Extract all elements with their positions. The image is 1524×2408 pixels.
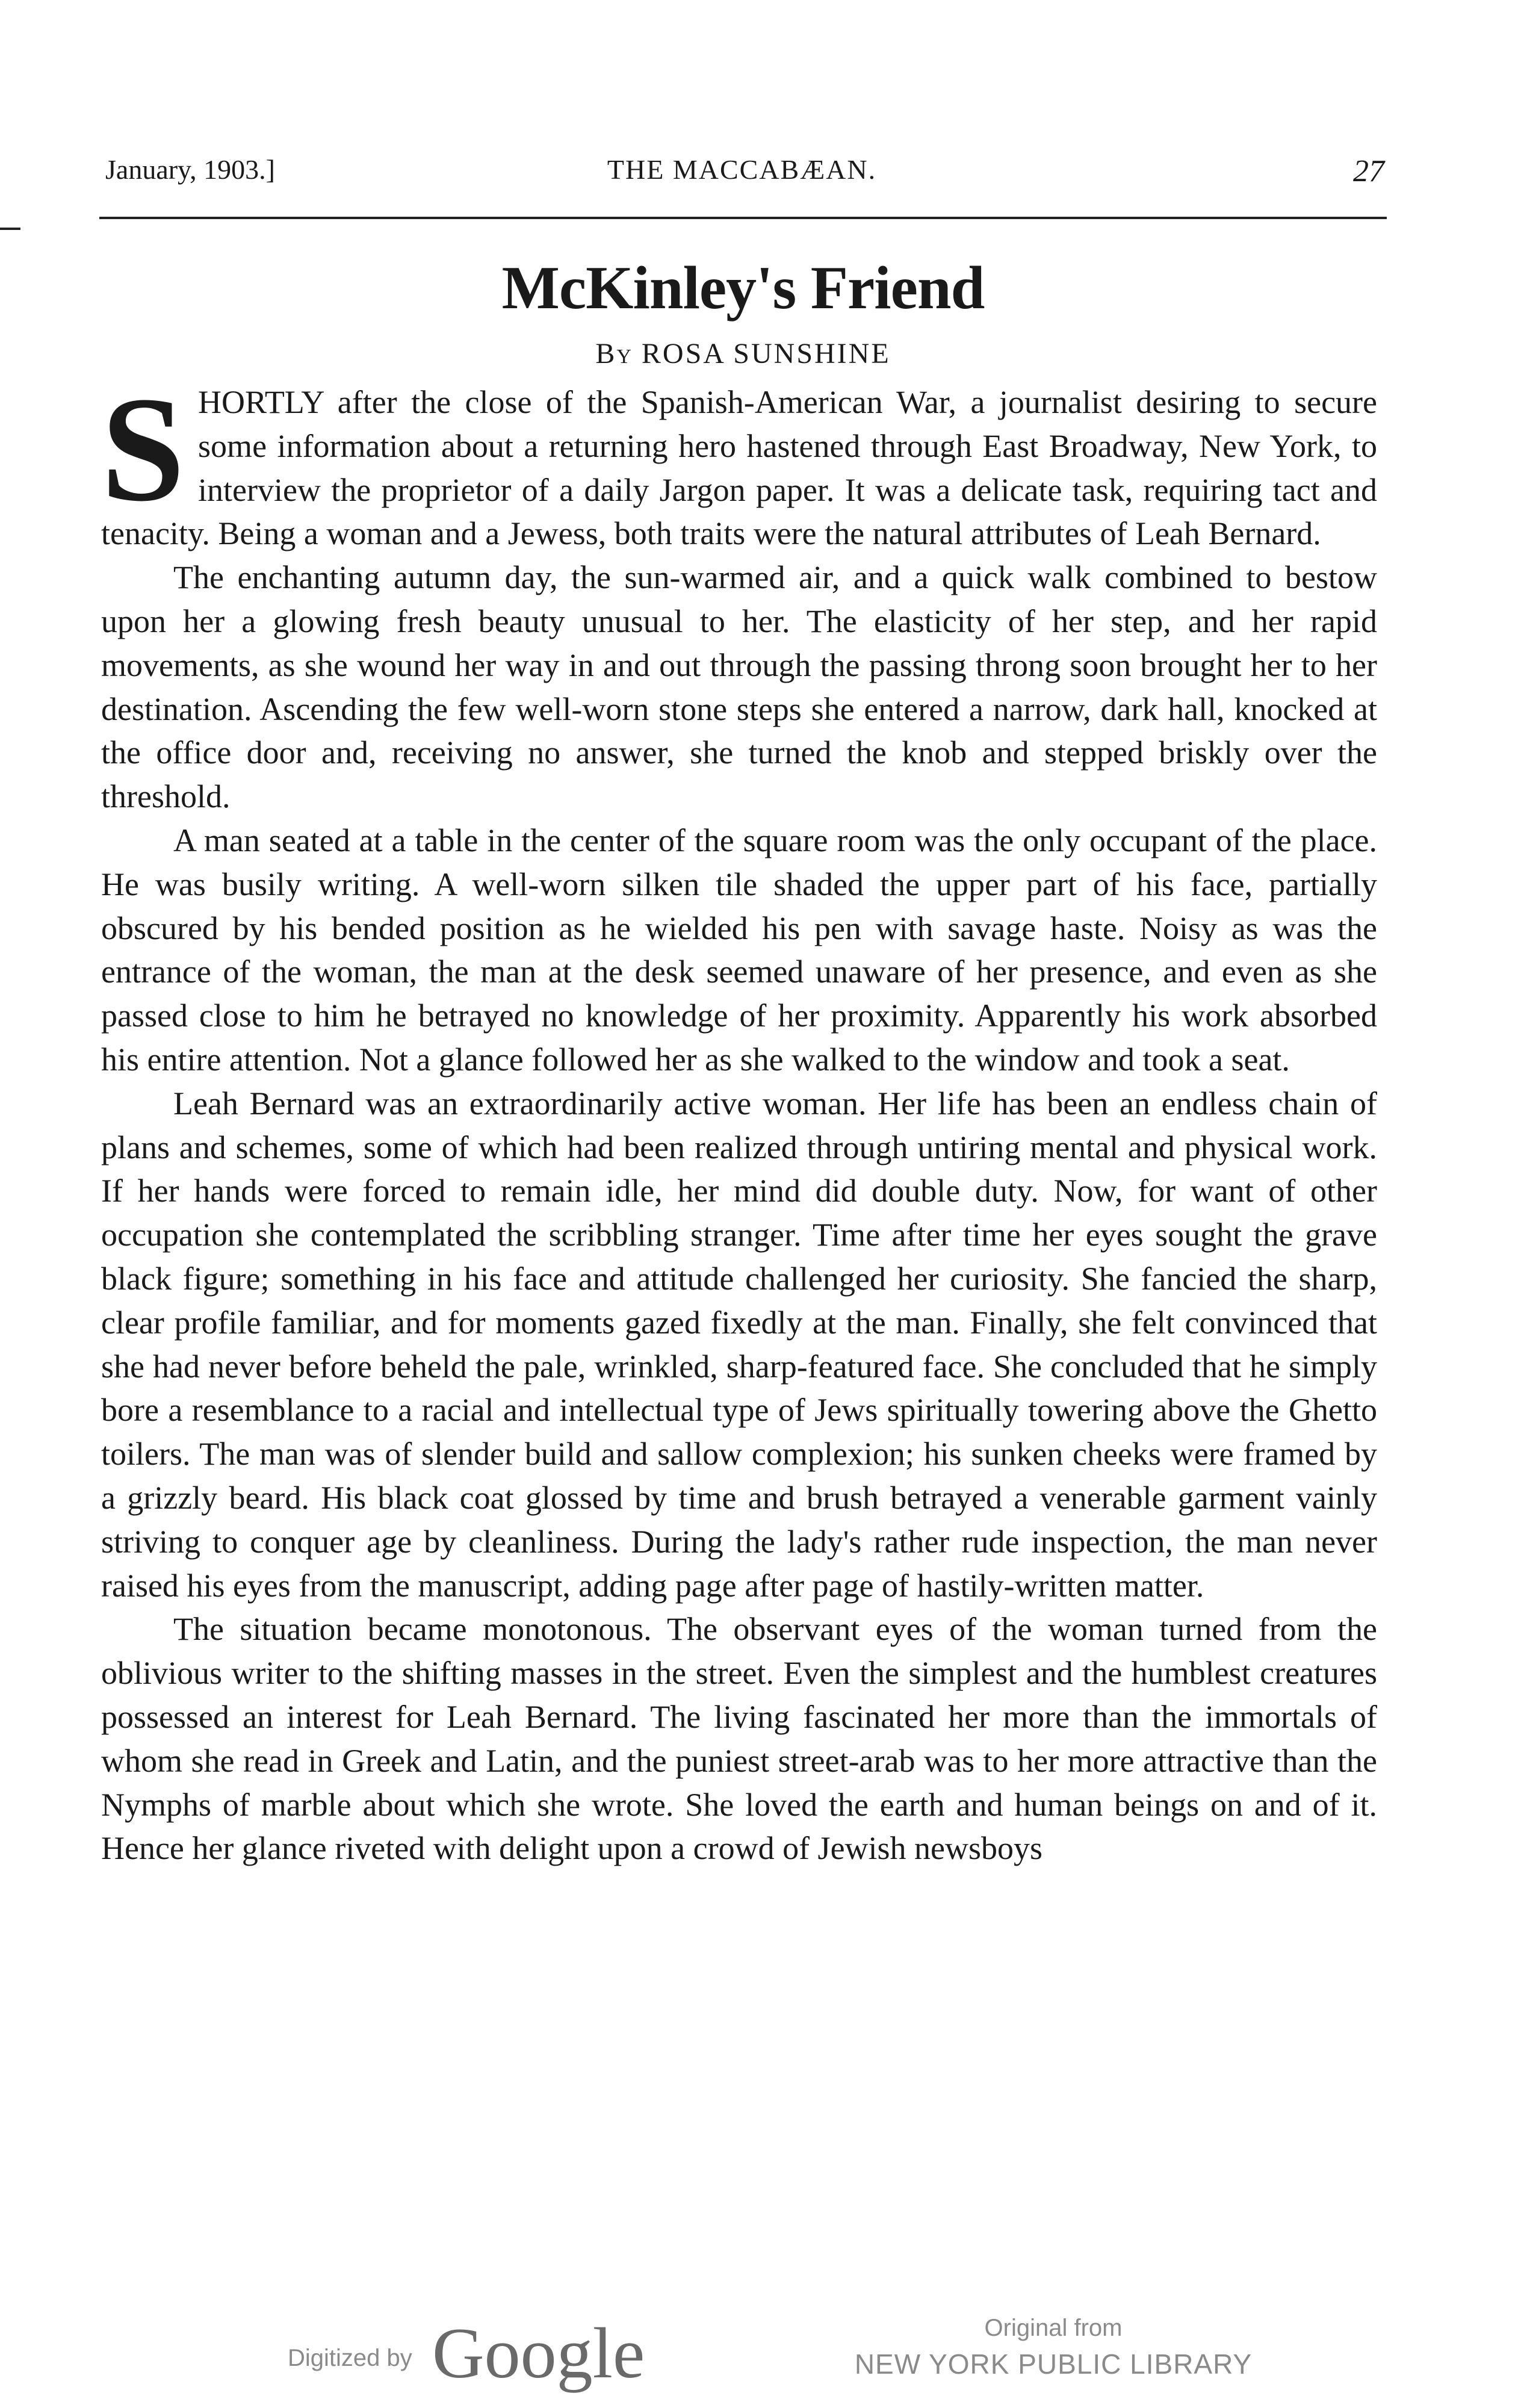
margin-mark xyxy=(0,228,20,230)
library-name: NEW YORK PUBLIC LIBRARY xyxy=(854,2348,1253,2380)
drop-cap: S xyxy=(101,366,185,533)
paragraph-1-text: HORTLY after the close of the Spanish-American War, a journalist desiring to secure some information about a returning hero hastened through East Broadway, New York, to interview the proprietor of a daily Jargon paper. It was a delicate task, requiring tact and tenacity. Being a woman and a Jewess, both traits were the natural attributes of Leah Bernard. xyxy=(101,384,1377,552)
google-logo: Google xyxy=(432,2313,645,2393)
paragraph-1 xyxy=(101,366,1377,556)
header-rule xyxy=(99,217,1387,219)
article-body xyxy=(101,366,1377,1870)
paragraph-3: A man seated at a table in the center of the square room was the only occupant of the place. He was busily writing. A well-worn silken tile shaded the upper part of his face, partially obscured by his bended position as he wielded his pen with savage haste. Noisy as was the entrance of the woman, the man at the desk seemed unaware of her presence, and even as she passed close to him he betrayed no knowledge of her proximity. Apparently his work absorbed his entire attention. Not a glance followed her as she walked to the window and took a seat. xyxy=(101,822,1377,1078)
paragraph-4: Leah Bernard was an extraordinarily active woman. Her life has been an endless chain of plans and schemes, some of which had been realized through untiring mental and physical work. If her hands were forced to remain idle, her mind did double duty. Now, for want of other occupation she contemplated the scribbling stranger. Time after time her eyes sought the grave black figure; something in his face and attitude challenged her curiosity. She fancied the sharp, clear profile familiar, and for moments gazed fixedly at the man. Finally, she felt convinced that she had never before beheld the pale, wrinkled, sharp-featured face. She concluded that he simply bore a resemblance to a racial and intellectual type of Jews spiritually towering above the Ghetto toilers. The man was of slender build and sallow complexion; his sunken cheeks were framed by a grizzly beard. His black coat glossed by time and brush betrayed a venerable garment vainly striving to conquer age by cleanliness. During the lady's rather rude inspection, the man never raised his eyes from the manuscript, adding page after page of hastily-written matter. xyxy=(101,1085,1377,1604)
digitization-footer xyxy=(0,2300,1524,2393)
digitized-by-label: Digitized by xyxy=(288,2345,412,2371)
running-head xyxy=(99,154,1384,196)
author-name: ROSA SUNSHINE xyxy=(641,338,891,370)
paragraph-2: The enchanting autumn day, the sun-warmed air, and a quick walk combined to bestow upon her a glowing fresh beauty unusual to her. The elasticity of her step, and her rapid movements, as she wound her way in and out through the passing throng soon brought her to her destination. Ascending the few well-worn stone steps she entered a narrow, dark hall, knocked at the office door and, receiving no answer, she turned the knob and stepped briskly over the threshold. xyxy=(101,559,1377,815)
article-title: McKinley's Friend xyxy=(501,254,985,322)
issue-date: January, 1903.] xyxy=(105,154,275,185)
original-from-label: Original from xyxy=(984,2315,1123,2341)
page-number: 27 xyxy=(1353,154,1384,188)
byline xyxy=(99,337,1387,370)
byline-prefix: By xyxy=(595,338,633,370)
journal-name: THE MACCABÆAN. xyxy=(607,154,877,185)
paragraph-5: The situation became monotonous. The observant eyes of the woman turned from the oblivious writer to the shifting masses in the street. Even the simplest and the humblest creatures possessed an interest for Leah Bernard. The living fascinated her more than the immortals of whom she read in Greek and Latin, and the puniest street-arab was to her more attractive than the Nymphs of marble about which she wrote. She loved the earth and human beings on and of it. Hence her glance riveted with delight upon a crowd of Jewish newsboys xyxy=(101,1611,1377,1867)
